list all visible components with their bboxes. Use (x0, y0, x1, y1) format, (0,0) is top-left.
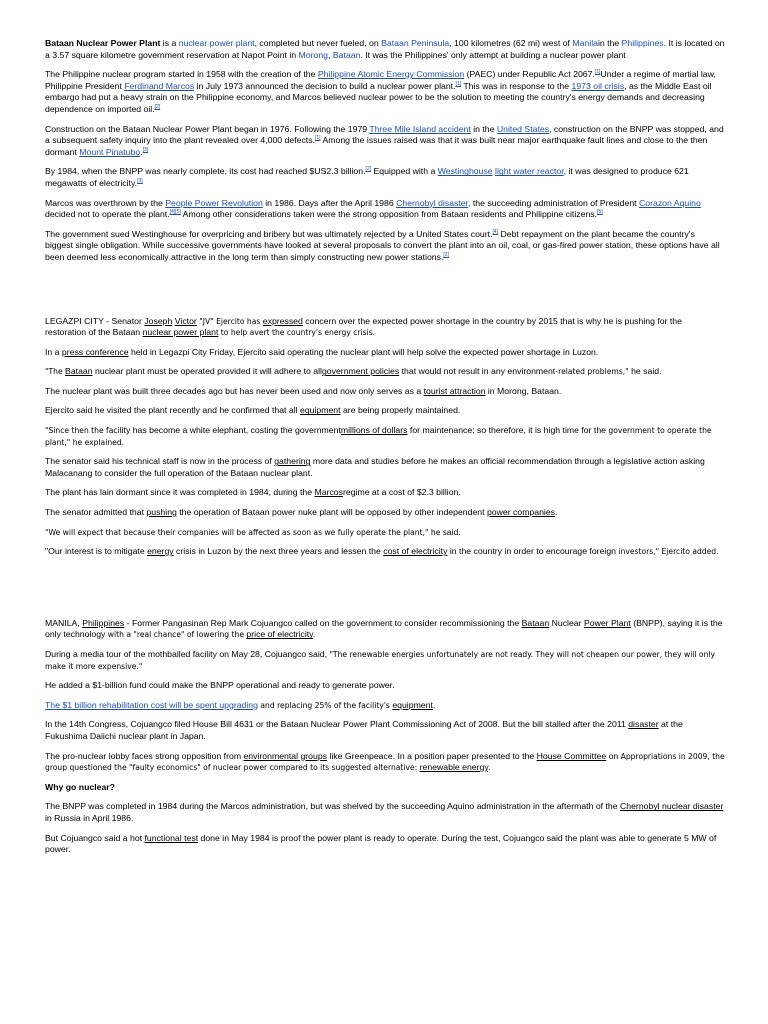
text-run: , the succeeding administration of President (468, 197, 639, 208)
article-paragraph (45, 833, 725, 856)
text-run: He added a $1-billion fund could make the BNPP operational and ready to generate power. (45, 680, 395, 691)
hyperlink[interactable]: Mount Pinatubo (79, 146, 141, 157)
text-run: Equipped with a (371, 166, 438, 177)
text-run: . (312, 629, 316, 640)
hyperlink[interactable]: Westinghouse (437, 166, 493, 177)
hyperlink[interactable]: 1973 oil crisis (571, 80, 625, 91)
text-run: government to operate the plant," he explained. (45, 426, 712, 447)
article-paragraph (45, 801, 725, 824)
wiki-paragraph-cost (45, 166, 725, 189)
text-run: in Russia in April 1986. (45, 812, 134, 823)
text-run: in 1986. Days after the April 1986 (262, 197, 397, 208)
text-run: - Former Pangasinan Rep Mark Cojuangco called on the government to consider recommissioning the (124, 617, 522, 628)
underlined-link[interactable]: functional test (144, 832, 199, 843)
hyperlink[interactable]: light water reactor (495, 166, 564, 177)
wiki-intro-paragraph (45, 38, 725, 61)
article-paragraph (45, 366, 725, 378)
underlined-link[interactable]: Victor (174, 315, 197, 326)
text-run: concern over the expected power shortage in the country by 2015 that is why he is pushing for the restoration of the Bataan (45, 315, 682, 338)
hyperlink[interactable]: Bataan (332, 49, 361, 60)
citation-link[interactable]: [1] (314, 135, 321, 142)
citation-link[interactable]: [5] (597, 209, 603, 216)
underlined-link[interactable]: House Committee (536, 750, 607, 761)
underlined-link[interactable]: tourist attraction (423, 385, 486, 396)
text-run: The government sued Westinghouse for overpricing and bribery but was ultimately rejected by a United States court. (45, 228, 493, 239)
text-run: nuclear plant must be operated provided it will adhere to all (92, 366, 322, 377)
text-run: (BNPP), saying it is the only technology (45, 617, 723, 640)
text-run: The nuclear plant was built three decades ago but has never been used and now only serves as a (45, 385, 424, 396)
text-run: more data and studies before he makes an official recommendation through a legislative action asking Malacanang to consider the full operation of the Bataan nuclear plant. (45, 456, 705, 478)
text-run: The plant has lain dormant since it was completed in 1984, during the (45, 487, 315, 498)
article-paragraph (45, 618, 725, 641)
text-run: in the (470, 123, 497, 134)
text-run: with a "real chance" of lowering the (107, 630, 247, 640)
underlined-link[interactable]: Philippines (82, 617, 125, 628)
text-run: MANILA, (45, 617, 83, 628)
text-run: , (328, 49, 333, 60)
text-run: . (432, 699, 436, 710)
text-run: In the 14th Congress, Cojuangco filed House Bill 4631 or the Bataan Nuclear Power Plant Commissioning Act of 2008. But the bill stalled after the 2011 (45, 719, 629, 730)
underlined-link[interactable]: Power Plant (583, 617, 631, 628)
underlined-link[interactable]: cost of electricity (383, 546, 448, 557)
text-run: This was in response to the (461, 80, 572, 91)
wiki-paragraph-revolution (45, 198, 725, 221)
article-paragraph (45, 347, 725, 359)
article-title: Bataan Nuclear Power Plant (45, 38, 161, 48)
underlined-link[interactable]: government policies (321, 366, 400, 377)
text-run: "Since then the faci (45, 426, 120, 436)
text-run: The Philippine nuclear program started in 1958 with the creation of the (45, 69, 318, 80)
text-run: he said. (628, 366, 662, 377)
citation-link[interactable]: [4][5] (169, 209, 181, 216)
underlined-link[interactable]: Marcos (314, 487, 343, 498)
article-paragraph (45, 527, 725, 539)
underlined-link[interactable]: environmental groups (243, 750, 328, 761)
underlined-link[interactable]: Joseph (144, 315, 173, 326)
hyperlink[interactable]: Three Mile Island accident (369, 123, 471, 134)
hyperlink[interactable]: Philippine Atomic Energy Commission (317, 69, 465, 80)
hyperlink[interactable]: United States (496, 123, 550, 134)
article-paragraph (45, 751, 725, 774)
text-run: like Greenpeace. In a position paper presented to the (327, 750, 537, 761)
text-run: But Cojuangco said a hot (45, 832, 145, 843)
text-run: lity has become a white elephant, costing the government (119, 425, 341, 436)
underlined-link[interactable]: millions of dollars (340, 425, 408, 436)
text-run: . (488, 762, 491, 773)
text-run: Under a regime of martial law, Philippine President (45, 69, 716, 91)
text-run: and replacing 25% of the facility's (257, 700, 393, 710)
text-run: Among other considerations taken were the strong opposition from Bataan residents and Philippine citizens. (180, 209, 598, 220)
underlined-link[interactable]: renewable energy (419, 762, 489, 773)
hyperlink[interactable]: The $1 billion rehabilitation cost will be spent upgrading (45, 699, 258, 710)
wiki-paragraph-lawsuit (45, 229, 725, 264)
text-run: "We will expect that because their companies will be affected as soon as we fully operate the plant," he s (45, 527, 447, 537)
text-run: in July 1973 announced the decision to build a nuclear power plant. (194, 80, 456, 91)
text-run: The senator admitted that (45, 507, 147, 518)
text-run: at the Fukushima Daiichi nuclear plant in Japan. (45, 719, 683, 741)
text-run: The senator said his technical staff is now in the process of (45, 456, 275, 467)
hyperlink[interactable]: Manila (572, 38, 598, 48)
text-run: the operation of Bataan power nuke plant will be opposed by other independent (176, 507, 487, 518)
article-paragraph (45, 405, 725, 417)
citation-link[interactable]: [1] (594, 69, 601, 76)
hyperlink[interactable]: nuclear power plant (178, 38, 255, 48)
text-run: . (555, 507, 558, 518)
hyperlink[interactable]: People Power Revolution (165, 197, 263, 208)
article-paragraph (45, 680, 725, 692)
text-run: related problems," (558, 367, 629, 377)
text-run: The BNPP was completed in 1984 during the Marcos administration, but was shelved by the succeeding Aquino administration in the aftermath of the (45, 801, 620, 812)
citation-link[interactable]: [3] (142, 146, 149, 153)
text-run: investors," Ejercito added. (618, 547, 719, 557)
underlined-link[interactable]: equipment (299, 405, 341, 416)
article-paragraph (45, 649, 725, 672)
text-run: Debt repayment on the plant became the country's biggest single obligation. While successive governments have looked at several proposals to convert the plant into an oil, coal, or gas-fired power station, these options have all been deemed less economically attractive in the long term than simply constructing new power stations. (45, 228, 720, 262)
underlined-link[interactable]: Bataan (65, 366, 93, 377)
underlined-link[interactable]: gathering (274, 456, 311, 467)
text-run: , construction on the BNPP was stopped, and a subsequent safety inquiry into the plant revealed over 4,000 defects. (45, 123, 724, 146)
text-run: Nuclear (549, 617, 584, 628)
text-run: By 1984, when the BNPP was nearly complete, its cost had reached $US2.3 billion. (45, 166, 366, 177)
citation-link[interactable]: [2] (365, 166, 372, 173)
text-run: . It is located on a 3.57 square kilometre government reservation at Napot Point in (45, 38, 725, 60)
text-run: In a (45, 346, 62, 357)
citation-link[interactable]: [2] (154, 103, 161, 110)
text-run: , completed but never fueled, on (254, 38, 382, 48)
text-run: , it was designed to produce 621 megawatts of electricity. (45, 166, 689, 188)
text-run: "The (45, 367, 66, 377)
text-run: in Morong, Bataan. (485, 385, 562, 396)
text-run: , 100 kilometres (62 mi) west of (449, 38, 573, 48)
wiki-paragraph-construction (45, 124, 725, 159)
text-run: , as the Middle East oil embargo had put a heavy strain on the Philippine economy, and Marcos believed nuclear power to be the solution to meeting the country's energy demands and decreasing dependence on imported oil. (45, 80, 712, 114)
text-run: Ejercito said he visited the plant recently and he confirmed that all (45, 405, 300, 416)
wiki-section (45, 38, 725, 264)
text-run: "JV" Ejercito has (199, 316, 263, 326)
article-paragraph (45, 456, 725, 479)
hyperlink[interactable]: Ferdinand Marcos (124, 80, 195, 91)
text-run: . (140, 146, 143, 157)
underlined-link[interactable]: disaster (628, 719, 659, 730)
underlined-link[interactable]: Chernobyl nuclear disaster (620, 801, 724, 812)
document-page (45, 38, 725, 864)
text-run: "The renewable energies unfortunately are not ready. They will not cheapen our power, they will only make it more expensive." (45, 650, 715, 671)
article-paragraph (45, 719, 725, 742)
text-run: in the (597, 38, 622, 48)
text-run: for maintenance; so therefore, it is high time for the (407, 425, 609, 436)
text-run: to help avert the country's energy crisis. (218, 328, 376, 338)
article-paragraph (45, 425, 725, 448)
section-heading: Why go nuclear? (45, 781, 115, 792)
text-run: in the country in order to encourage foreign (447, 546, 619, 557)
text-run: aid. (446, 526, 461, 537)
text-run: LEGAZPI CITY - Senator (45, 315, 145, 326)
citation-link[interactable]: [2] (443, 251, 449, 258)
text-run: Appropriations in 2009, the group questioned the "faulty economics" of nuclear power compared to its suggested alternative: (45, 751, 725, 773)
text-run: that would not result in any environment- (399, 366, 559, 377)
text-run: Construction on the Bataan Nuclear Power Plant began in 1976. Following the 1979 (45, 123, 370, 134)
hyperlink[interactable]: Philippines (621, 38, 664, 48)
text-run: (PAEC) under Republic Act 2067. (464, 69, 595, 80)
text-run: on (606, 750, 621, 761)
text-run: The pro-nuclear lobby faces strong opposition from (45, 750, 244, 761)
text-run: held in Legazpi City Friday, Ejercito said operating the nuclear plant will help solve the expected power shortage in Luzon. (128, 346, 599, 357)
wiki-paragraph-history (45, 69, 725, 115)
hyperlink[interactable]: Chernobyl disaster (396, 197, 469, 208)
article-paragraph (45, 700, 725, 712)
text-run: done in May 1984 is proof the power plant is ready to operate. During the test, Cojuangco said the plant was able to generate 5 MW of power. (45, 832, 717, 855)
citation-link[interactable]: [3] (137, 177, 143, 184)
text-run: Marcos was overthrown by the (45, 197, 166, 208)
underlined-link[interactable]: energy (147, 546, 174, 557)
text-run: During a media tour of the mothballed facility on May 28, Cojuangco said, (45, 649, 330, 659)
hyperlink[interactable]: Morong (298, 49, 328, 60)
hyperlink[interactable]: Corazon Aquino (639, 197, 701, 208)
text-run: . It was the Philippines' only attempt at building a nuclear power plant (360, 49, 626, 60)
text-run: "Our interest is to mitigate (45, 546, 148, 557)
text-run: is a (160, 38, 179, 48)
hyperlink[interactable]: Bataan Peninsula (381, 38, 450, 48)
article-paragraph (45, 487, 725, 499)
manila-article (45, 618, 725, 856)
text-run: regime at a cost of $2.3 billion. (342, 487, 461, 498)
text-run: are being properly maintained. (340, 405, 461, 416)
citation-link[interactable]: [1] (455, 80, 462, 87)
article-paragraph (45, 316, 725, 339)
underlined-link[interactable]: pushing (146, 507, 177, 518)
section-gap (45, 566, 725, 618)
citation-link[interactable]: [4] (492, 228, 499, 235)
underlined-link[interactable]: equipment (392, 699, 433, 710)
legazpi-article (45, 316, 725, 558)
underlined-link[interactable]: Bataan (521, 617, 550, 628)
section-gap (45, 272, 725, 316)
underlined-link[interactable]: price of electricity (246, 629, 313, 640)
article-paragraph (45, 507, 725, 519)
underlined-link[interactable]: power companies (486, 507, 556, 518)
text-run: crisis in Luzon by the next three years and lessen the (173, 546, 384, 557)
text-run: Among the issues raised was that it was built near major earthquake fault lines and close to the then dormant (45, 135, 708, 157)
underlined-link[interactable]: nuclear power plant (142, 327, 219, 338)
text-run: decided not to operate the plant. (45, 209, 170, 220)
underlined-link[interactable]: expressed (262, 315, 303, 326)
article-paragraph (45, 386, 725, 398)
underlined-link[interactable]: press conference (61, 346, 129, 357)
article-paragraph (45, 546, 725, 558)
